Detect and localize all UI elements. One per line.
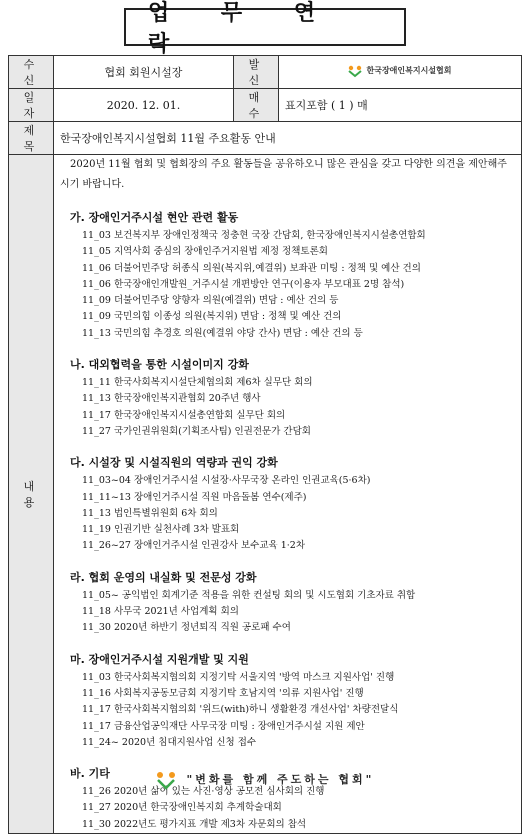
activity-section [60,569,515,637]
activity-section [60,209,515,342]
pages-label: 매 수 [234,89,279,122]
activity-item: 11_05 지역사회 중심의 장애인주거지원법 제정 정책토론회 [82,246,328,258]
activity-item: 11_17 금융산업공익재단 사무국장 미팅 : 장애인거주시설 지원 제안 [82,720,365,732]
activity-item: 11_03 한국사회복지협의회 지정기탁 서울지역 '방역 마스크 지원사업' 진행 [82,671,395,683]
association-logo-icon [156,771,176,789]
activity-item: 11_27 2020년 한국장애인복지회 추계학술대회 [82,802,282,814]
section-title: 라. 협회 운영의 내실화 및 전문성 강화 [70,570,257,584]
activity-item: 11_13 한국장애인복지관협회 20주년 행사 [82,393,261,405]
activity-item: 11_24~ 2020년 침대지원사업 신청 접수 [82,736,257,748]
activity-item: 11_09 국민의힘 이종성 의원(복지위) 면담 : 정책 및 예산 건의 [82,311,342,323]
document-title: 업 무 연 락 [124,8,406,46]
activity-item: 11_18 사무국 2021년 사업계획 회의 [82,606,239,618]
section-title: 마. 장애인거주시설 지원개발 및 지원 [70,652,249,666]
intro-text: 2020년 11월 협회 및 협회장의 주요 활동들을 공유하오니 많은 관심을 갖고 다양한 의견을 제안해주시기 바랍니다. [60,159,507,190]
content-label: 내 용 [9,155,54,834]
section-title: 가. 장애인거주시설 현안 관련 활동 [70,211,239,224]
activity-item: 11_13 법인특별위원회 6차 회의 [82,507,218,519]
activity-list [60,784,515,833]
association-logo-text: 한국장애인복지시설협회 [366,66,452,75]
section-title: 나. 대외협력을 통한 시설이미지 강화 [70,358,249,372]
subject-label: 제 목 [9,122,54,155]
activity-item: 11_06 한국장애인개발원_거주시설 개편방안 연구(이용자 부모대표 2명 참석) [82,278,405,290]
activity-list [60,228,515,342]
date-value: 2020. 12. 01. [54,89,234,122]
activity-list [60,588,515,637]
activity-section [60,454,515,554]
activity-item: 11_16 사회복지공동모금회 지정기탁 호남지역 '의류 지원사업' 진행 [82,687,364,699]
recipient-value: 협회 회원시설장 [54,56,234,89]
section-title: 다. 시설장 및 시설직원의 역량과 권익 강화 [70,456,278,470]
activity-item: 11_26 2020년 삶이 있는 사진·영상 공모전 심사회의 진행 [82,786,325,798]
activity-item: 11_03 보건복지부 장애인정책국 정충현 국장 간담회, 한국장애인복지시설총연합회 [82,230,426,241]
activity-list [60,375,515,440]
subject-value: 한국장애인복지시설협회 11월 주요활동 안내 [54,122,522,155]
sender-logo [279,56,522,89]
association-logo [348,65,451,77]
activity-item: 11_19 인권기반 실천사례 3차 발표회 [82,524,240,536]
activity-item: 11_09 더불어민주당 양향자 의원(예결위) 면담 : 예산 건의 등 [82,295,339,307]
section-title: 바. 기타 [70,767,110,781]
activity-section [60,651,515,751]
activity-item: 11_27 국가인권위원회(기획조사팀) 인권전문가 간담회 [82,425,311,437]
activity-item: 11_26~27 장애인거주시설 인권강사 보수교육 1·2차 [82,540,305,552]
activity-item: 11_03~04 장애인거주시설 시설장·사무국장 온라인 인권교육(5·6차) [82,475,371,487]
activity-item: 11_30 2022년도 평가지표 개발 제3차 자문회의 참석 [82,818,307,830]
footer-slogan [0,771,530,789]
sender-label: 발 신 [234,56,279,89]
date-label: 일 자 [9,89,54,122]
activity-list [60,670,515,751]
activity-section [60,356,515,440]
activity-list [60,473,515,554]
activity-item: 11_13 국민의힘 추경호 의원(예결위 야당 간사) 면담 : 예산 건의 등 [82,327,363,339]
activity-sections [60,209,515,833]
activity-item: 11_11~13 장애인거주시설 직원 마음돌봄 연수(제주) [82,491,307,503]
activity-item: 11_05~ 공익법인 회계기준 적용을 위한 컨설팅 회의 및 시도협회 기초자료 취합 [82,589,416,601]
activity-item: 11_06 더불어민주당 허종식 의원(복지위,예결위) 보좌관 미팅 : 정책 및 예산 건의 [82,262,421,274]
memo-table [8,55,522,834]
activity-item: 11_30 2020년 하반기 정년퇴직 직원 공로패 수여 [82,622,291,634]
pages-value: 표지포함 ( 1 ) 매 [279,89,522,122]
association-logo-icon [348,65,362,77]
activity-item: 11_11 한국사회복지시설단체협의회 제6차 실무단 회의 [82,377,313,389]
activity-item: 11_17 한국장애인복지시설총연합회 실무단 회의 [82,409,286,421]
content-body [54,155,522,834]
footer-slogan-text: "변화를 함께 주도하는 협회" [186,773,375,786]
activity-item: 11_17 한국사회복지협의회 '위드(with)하니 생활환경 개선사업' 차량전달식 [82,704,399,716]
recipient-label: 수 신 [9,56,54,89]
